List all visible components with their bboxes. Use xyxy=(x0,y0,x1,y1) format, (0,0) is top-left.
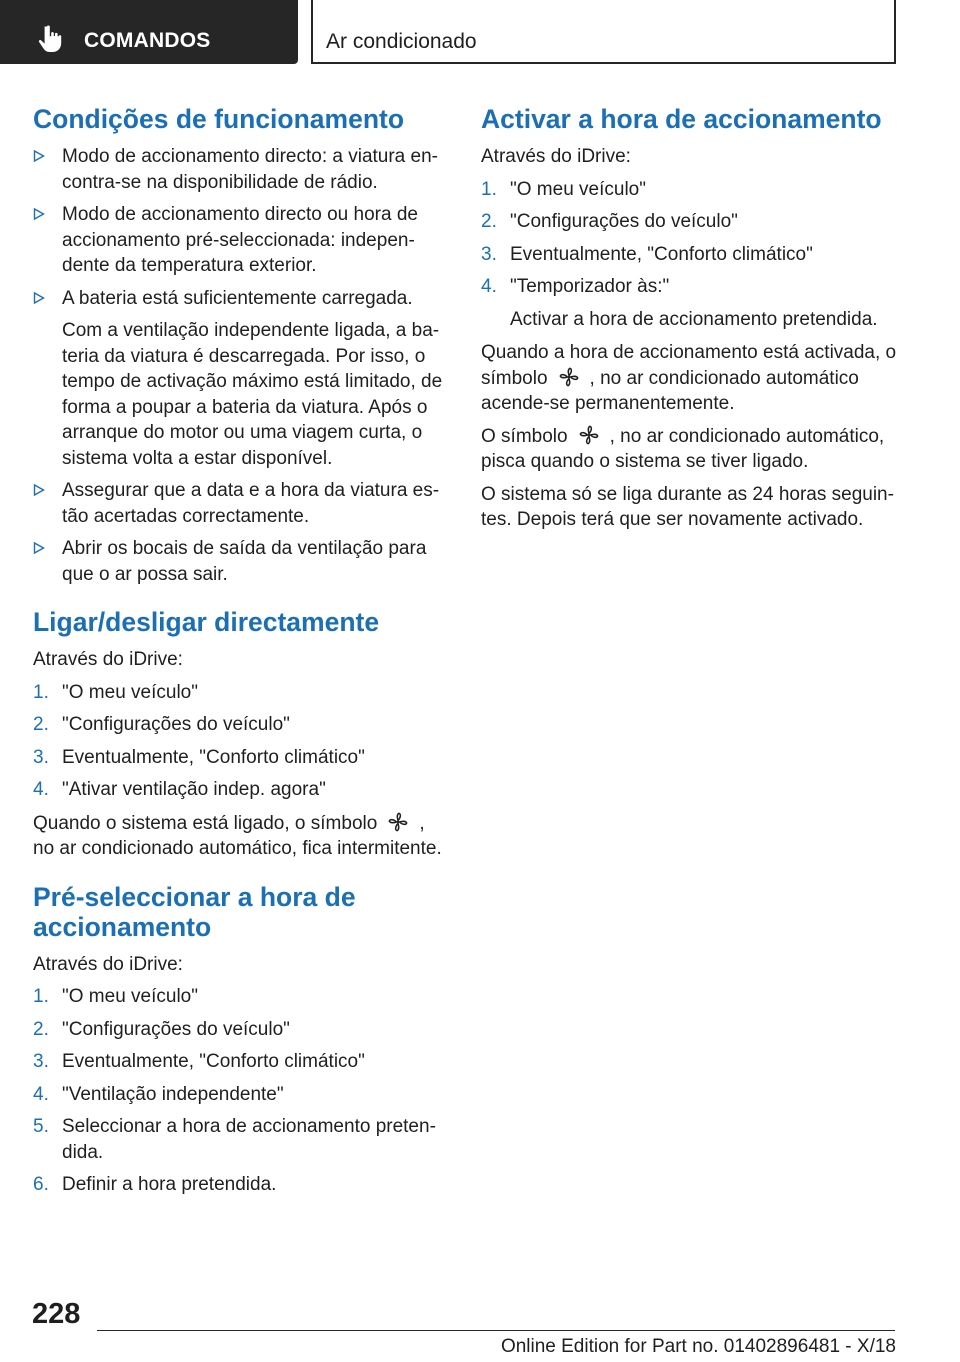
list-item xyxy=(33,144,448,195)
list-item xyxy=(33,1172,448,1198)
heading-operating-conditions: Condições de funcionamento xyxy=(33,104,405,134)
step-text: Definir a hora pretendida. xyxy=(62,1174,277,1195)
footer-divider xyxy=(97,1330,895,1331)
paragraph-text: Quando o sistema está ligado, o símbolo xyxy=(33,812,378,834)
list-item-text: Assegurar que a data e a hora da viatura es-tão acertadas correctamente. xyxy=(62,480,440,527)
list-item-text: Modo de accionamento directo ou hora de accionamento pré-seleccionada: indepen-dente da temperatura exterior. xyxy=(62,204,418,276)
step-number: 2. xyxy=(481,211,497,232)
step-number: 4. xyxy=(33,779,49,800)
paragraph-text: , no ar condicionado automático acende-se permanentemente. xyxy=(481,367,859,414)
paragraph-text: , no ar condicionado automático, pisca quando o sistema se tiver ligado. xyxy=(481,425,885,472)
fan-icon xyxy=(558,366,580,388)
triangle-right-icon xyxy=(33,484,45,496)
list-item xyxy=(33,478,448,529)
preselect-steps-list xyxy=(33,984,448,1198)
step-text: Seleccionar a hora de accionamento preten-dida. xyxy=(62,1116,436,1163)
heading-preselect-time: Pré-seleccionar a hora de accionamento xyxy=(33,881,356,942)
step-text: Eventualmente, "Conforto climático" xyxy=(62,1051,365,1072)
page-header xyxy=(0,0,960,66)
list-item xyxy=(33,984,448,1010)
blinking-symbol-paragraph xyxy=(33,811,448,862)
list-item-note: Com a ventilação independente ligada, a ba-teria da viatura é descarregada. Por isso, o tempo de activação máximo está limitado, de forma a poupar a bateria da viatura. Após o arranque do motor ou uma viagem curta, o sistema volta a estar disponível. xyxy=(62,320,443,469)
list-item xyxy=(33,680,448,706)
list-item xyxy=(481,242,901,268)
activate-steps-list xyxy=(481,177,901,333)
step-number: 3. xyxy=(33,746,49,768)
list-item-text: Abrir os bocais de saída da ventilação para que o ar possa sair. xyxy=(62,538,427,585)
step-note: Activar a hora de accionamento pretendida. xyxy=(510,308,878,330)
list-item-text: A bateria está suficientemente carregada. xyxy=(62,287,413,309)
step-number: 1. xyxy=(33,986,49,1007)
left-column xyxy=(33,104,448,1206)
step-number: 3. xyxy=(481,243,497,265)
idrive-intro: Através do iDrive: xyxy=(481,146,631,167)
list-item xyxy=(33,286,448,472)
list-item xyxy=(33,202,448,279)
paragraph-text: Quando a hora de accionamento está activada, o símbolo xyxy=(481,342,897,389)
step-number: 4. xyxy=(33,1083,49,1105)
right-column xyxy=(481,104,901,540)
list-item xyxy=(33,1082,448,1108)
list-item xyxy=(33,712,448,738)
fan-icon xyxy=(387,811,409,833)
paragraph-text: O símbolo xyxy=(481,425,568,447)
step-number: 1. xyxy=(481,178,497,200)
edition-note: Online Edition for Part no. 01402896481 - X/18 xyxy=(500,1336,896,1357)
step-text: Eventualmente, "Conforto climático" xyxy=(62,746,365,768)
fan-icon xyxy=(578,424,600,446)
section-title: Ar condicionado xyxy=(326,30,477,53)
heading-direct-switch: Ligar/desligar directamente xyxy=(33,607,380,637)
step-text: "O meu veículo" xyxy=(510,178,646,200)
list-item xyxy=(33,1114,448,1165)
step-text: "Temporizador às:" xyxy=(510,276,670,297)
conditions-list xyxy=(33,144,448,587)
step-number: 4. xyxy=(481,276,497,297)
idrive-intro: Através do iDrive: xyxy=(33,953,183,975)
step-number: 6. xyxy=(33,1174,49,1195)
step-text: "Ativar ventilação indep. agora" xyxy=(62,779,326,800)
step-number: 5. xyxy=(33,1116,49,1137)
triangle-right-icon xyxy=(33,150,45,162)
step-text: Eventualmente, "Conforto climático" xyxy=(510,243,813,265)
symbol-blink-paragraph xyxy=(481,424,901,475)
step-text: "Configurações do veículo" xyxy=(62,1018,290,1040)
list-item xyxy=(33,1017,448,1043)
hand-pointer-icon xyxy=(38,24,66,54)
step-number: 2. xyxy=(33,1018,49,1040)
chapter-tab xyxy=(0,0,298,64)
list-item xyxy=(481,274,901,332)
step-text: "Ventilação independente" xyxy=(62,1083,284,1105)
step-number: 3. xyxy=(33,1051,49,1072)
list-item xyxy=(33,777,448,803)
step-number: 2. xyxy=(33,714,49,735)
triangle-right-icon xyxy=(33,542,45,554)
step-text: "Configurações do veículo" xyxy=(510,211,738,232)
list-item-text: Modo de accionamento directo: a viatura en-contra-se na disponibilidade de rádio. xyxy=(62,146,438,193)
heading-activate-time: Activar a hora de accionamento xyxy=(481,104,882,134)
idrive-intro: Através do iDrive: xyxy=(33,649,183,670)
step-text: "O meu veículo" xyxy=(62,681,198,703)
duration-paragraph: O sistema só se liga durante as 24 horas seguin-tes. Depois terá que ser novamente activado. xyxy=(481,483,894,530)
list-item xyxy=(481,177,901,203)
step-text: "O meu veículo" xyxy=(62,986,198,1007)
page-number: 228 xyxy=(32,1298,81,1330)
paragraph-text: , no ar condicionado automático, fica intermitente. xyxy=(33,812,442,859)
list-item xyxy=(33,1049,448,1075)
symbol-lit-paragraph xyxy=(481,340,901,417)
triangle-right-icon xyxy=(33,292,45,304)
list-item xyxy=(33,745,448,771)
direct-steps-list xyxy=(33,680,448,803)
step-text: "Configurações do veículo" xyxy=(62,714,290,735)
chapter-label: COMANDOS xyxy=(84,29,211,52)
list-item xyxy=(481,209,901,235)
list-item xyxy=(33,536,448,587)
step-number: 1. xyxy=(33,681,49,703)
triangle-right-icon xyxy=(33,208,45,220)
